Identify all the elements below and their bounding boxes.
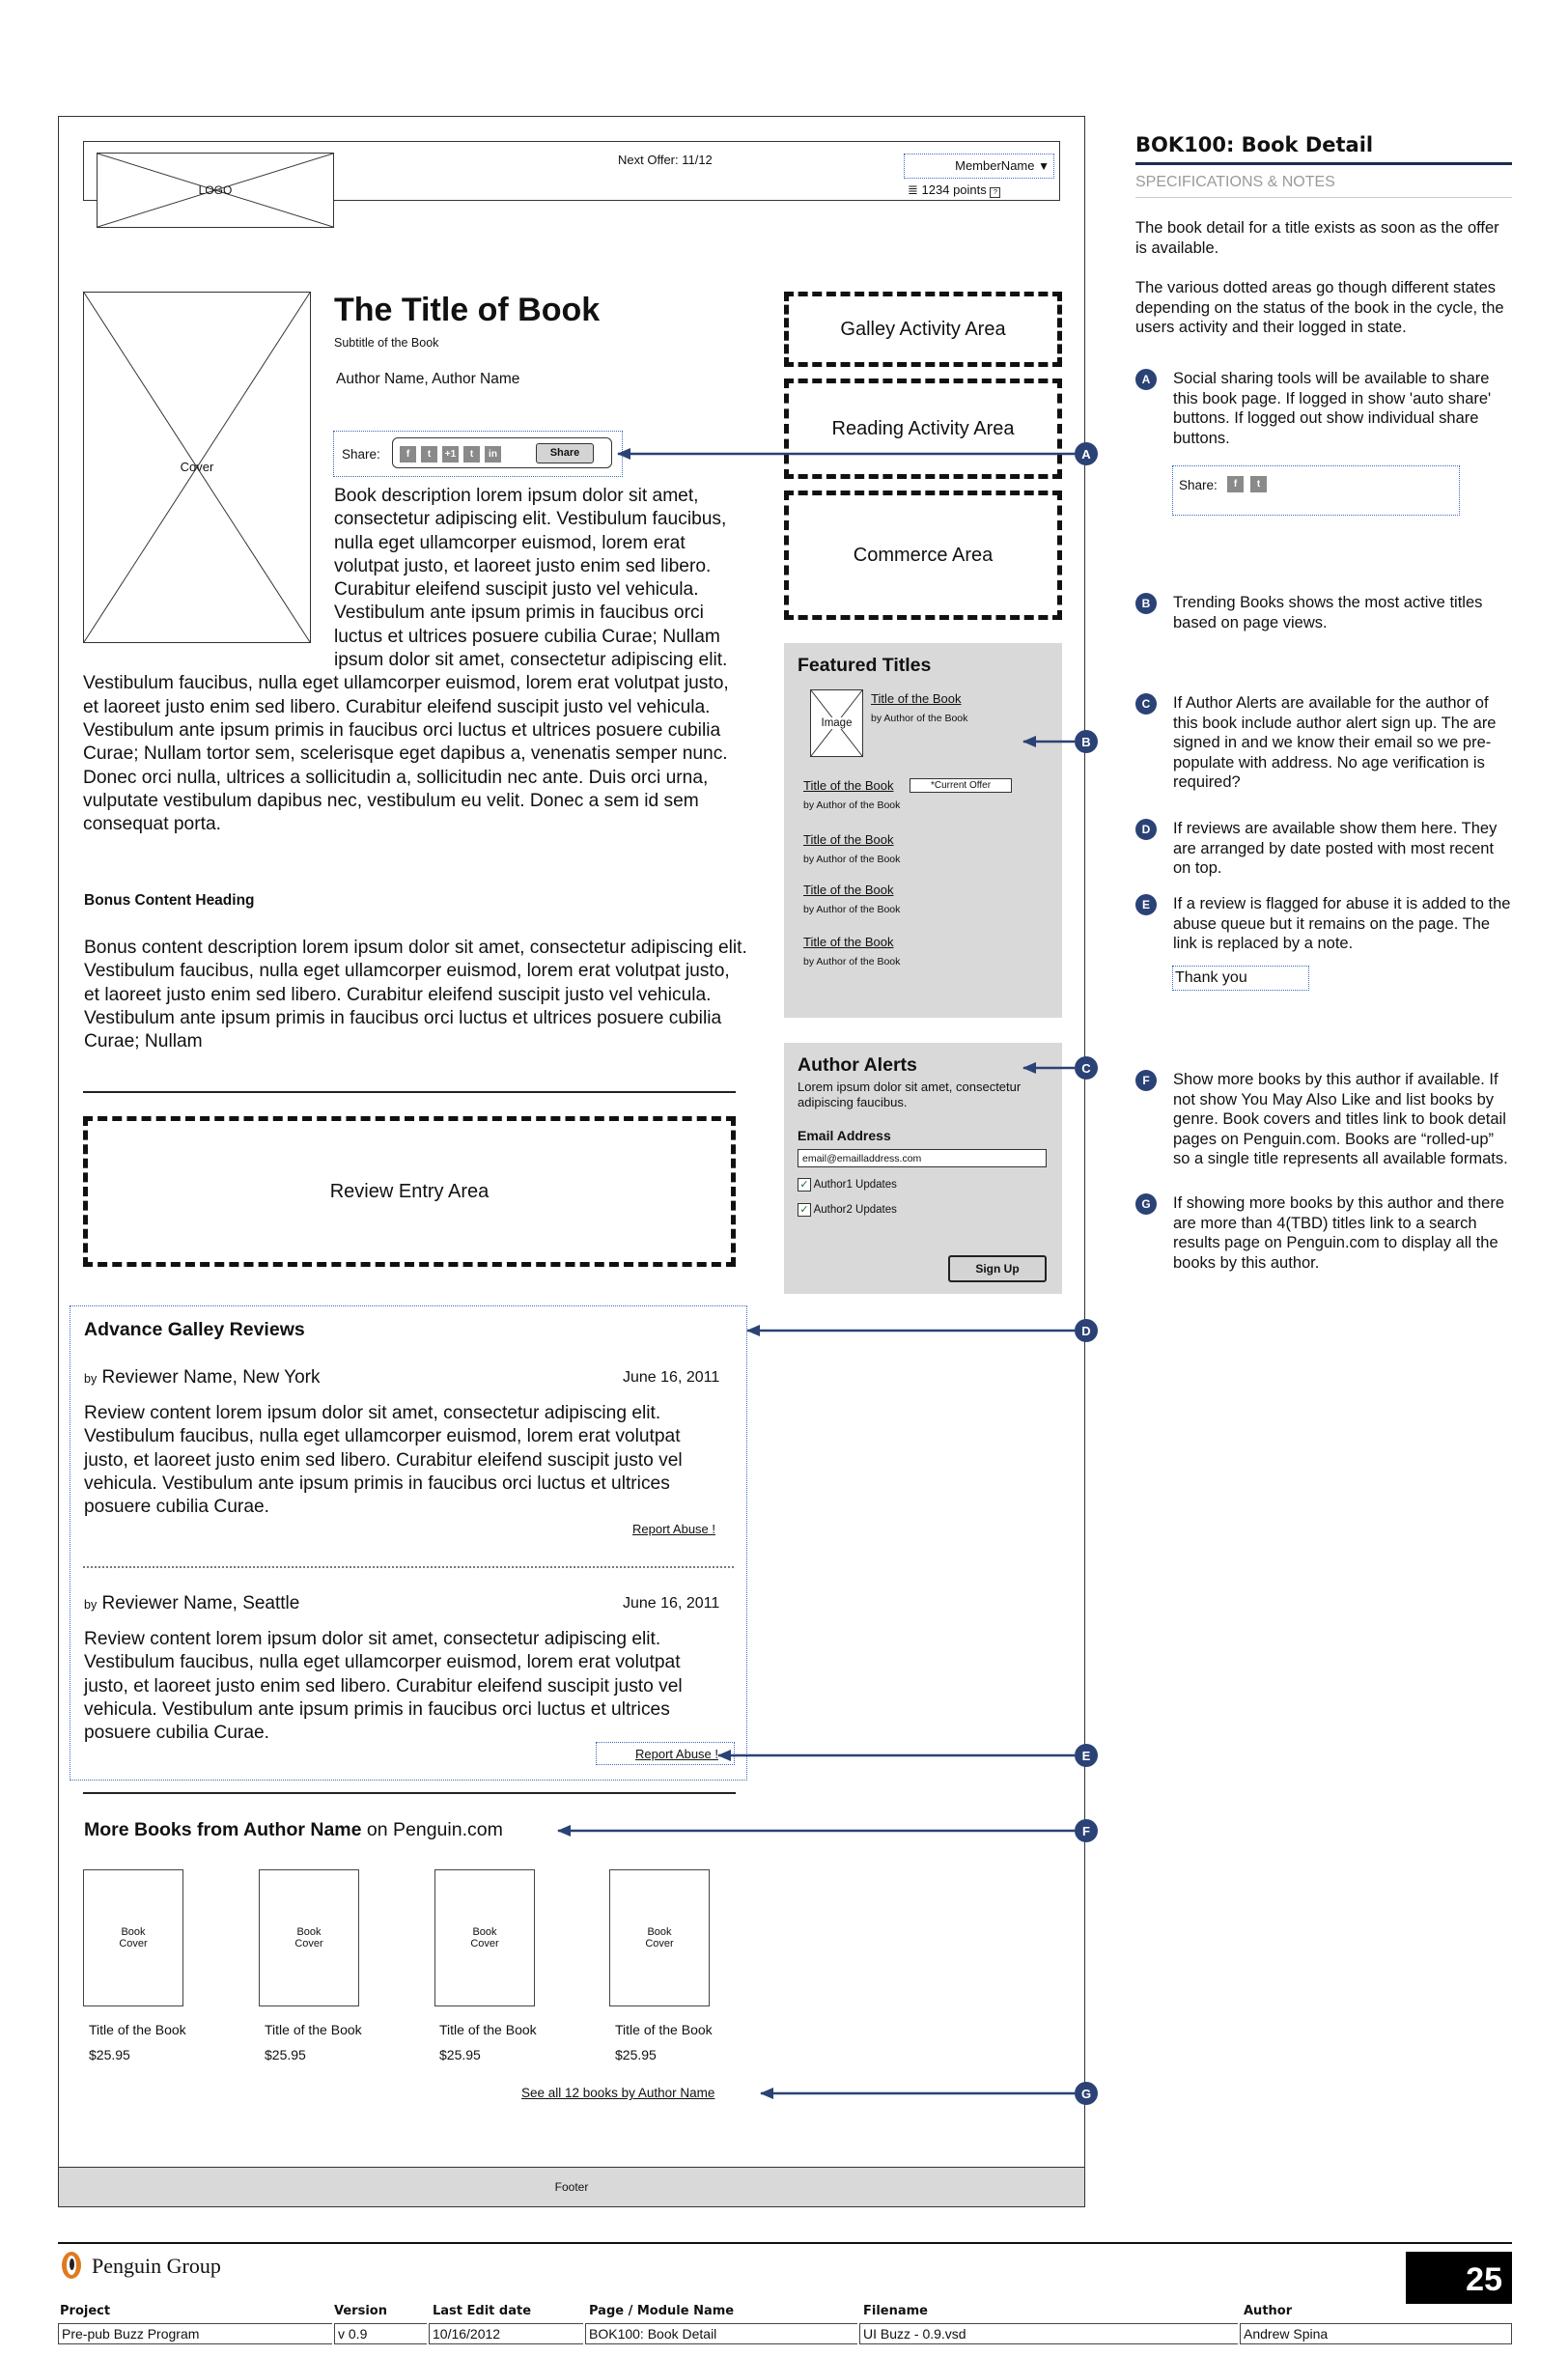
facebook-icon: f: [1227, 476, 1244, 492]
info-icon[interactable]: ?: [990, 187, 1000, 198]
logo[interactable]: [97, 153, 334, 228]
note-marker-c: C: [1135, 693, 1157, 715]
alerts-description: Lorem ipsum dolor sit amet, consectetur adipiscing faucibus.: [798, 1080, 1022, 1109]
checkbox-checked-icon: ✓: [798, 1203, 811, 1217]
member-menu[interactable]: [904, 154, 1054, 179]
marker-e: E: [1075, 1744, 1098, 1767]
featured-author-5: by Author of the Book: [803, 956, 901, 968]
penguin-logo: [62, 2252, 81, 2279]
doc-footer-rule: [58, 2242, 1512, 2244]
meta-version: Version v 0.9: [334, 2304, 427, 2342]
logo-label: LOGO: [198, 183, 233, 197]
note-g: If showing more books by this author and there are more than 4(TBD) titles link to a search results page on Penguin.com to display all the books by this author.: [1173, 1194, 1505, 1272]
more-book-price-1: $25.95: [89, 2047, 130, 2062]
featured-author-2: by Author of the Book: [803, 799, 901, 811]
current-offer-badge: *Current Offer: [910, 778, 1012, 793]
review-byline-2: [84, 1593, 299, 1614]
cover-label: Book Cover: [294, 1926, 323, 1949]
tumblr-icon[interactable]: t: [463, 446, 480, 463]
checkbox-checked-icon: ✓: [798, 1178, 811, 1192]
spec-title: BOK100: Book Detail: [1135, 133, 1374, 156]
review-date: June 16, 2011: [623, 1595, 720, 1612]
meta-last-edit: Last Edit date 10/16/2012: [429, 2304, 583, 2342]
review-content: Review content lorem ipsum dolor sit amet, consectetur adipiscing elit. Vestibulum faucibus, nulla eget ullamcorper euismod, lorem erat volutpat justo, et laoreet justo enim sed libero. Curabitur eleifend suscipit justo vel vehicula. Vestibulum ante ipsum primis in faucibus orci luctus et ultrices posuere cubilia Curae.: [84, 1629, 683, 1744]
twitter-icon: t: [1250, 476, 1267, 492]
spec-intro-2: The various dotted areas go though different states depending on the status of the book in the cycle, the users activity and their logged in state.: [1135, 279, 1504, 336]
more-books-bold: More Books from Author Name: [84, 1819, 362, 1840]
book-title: The Title of Book: [334, 292, 601, 328]
more-book-price-4: $25.95: [615, 2047, 657, 2062]
note-marker-g: G: [1135, 1193, 1157, 1215]
author2-label: Author2 Updates: [813, 1204, 897, 1216]
marker-g: G: [1075, 2082, 1098, 2105]
featured-title-5[interactable]: Title of the Book: [803, 935, 894, 949]
more-book-price-3: $25.95: [439, 2047, 481, 2062]
coins-icon: ≣: [908, 182, 918, 197]
review-date: June 16, 2011: [623, 1369, 720, 1386]
member-name: MemberName: [955, 158, 1035, 173]
more-book-title-1[interactable]: Title of the Book: [89, 2022, 186, 2037]
brand-name: Penguin Group: [92, 2254, 221, 2278]
book-description-wrap: [83, 485, 749, 836]
featured-title-3[interactable]: Title of the Book: [803, 832, 894, 847]
meta-table: [58, 2304, 1512, 2342]
marker-b: B: [1075, 730, 1098, 753]
marker-d: D: [1075, 1319, 1098, 1342]
note-marker-d: D: [1135, 819, 1157, 840]
share-bar: [333, 431, 623, 477]
google-plus-icon[interactable]: +1: [442, 446, 459, 463]
marker-c: C: [1075, 1056, 1098, 1080]
more-book-title-4[interactable]: Title of the Book: [615, 2022, 713, 2037]
more-books-rest: on Penguin.com: [361, 1819, 503, 1840]
reviewer-name[interactable]: Reviewer Name, New York: [101, 1367, 321, 1388]
book-authors[interactable]: Author Name, Author Name: [336, 371, 520, 387]
email-field[interactable]: email@emailladdress.com: [798, 1149, 1047, 1167]
share-button[interactable]: Share: [536, 443, 594, 463]
review-byline-1: [84, 1367, 320, 1388]
divider: [83, 1091, 736, 1093]
review-separator: [83, 1566, 734, 1568]
report-abuse-flagged[interactable]: [596, 1742, 735, 1765]
points-value: 1234 points: [921, 182, 987, 197]
spec-title-rule: [1135, 162, 1512, 165]
share-tools: [392, 437, 612, 468]
bonus-description: Bonus content description lorem ipsum dolor sit amet, consectetur adipiscing elit. Vestibulum faucibus, nulla eget ullamcorper euismod, lorem erat volutpat justo, et laoreet justo enim sed libero. Curabitur eleifend suscipit justo vel vehicula. Vestibulum ante ipsum primis in faucibus orci luctus et ultrices posuere cubilia Curae; Nullam: [84, 938, 747, 1052]
reviewer-name[interactable]: Reviewer Name, Seattle: [101, 1593, 300, 1613]
note-marker-f: F: [1135, 1070, 1157, 1091]
divider: [83, 1792, 736, 1794]
share-example-label: Share:: [1179, 478, 1218, 492]
footer-label: Footer: [554, 2180, 589, 2194]
note-e: If a review is flagged for abuse it is added to the abuse queue but it remains on the page. The link is replaced by a note.: [1173, 895, 1511, 952]
featured-title-2[interactable]: Title of the Book: [803, 778, 894, 793]
note-f: Show more books by this author if available. If not show You May Also Like and list books by genre. Book covers and titles link to book detail pages on Penguin.com. Books are “rolled-up” so a single title represents all available formats.: [1173, 1071, 1508, 1167]
more-book-title-2[interactable]: Title of the Book: [265, 2022, 362, 2037]
email-label: Email Address: [798, 1128, 891, 1143]
report-abuse-link[interactable]: Report Abuse !: [635, 1747, 718, 1761]
more-book-cover-1[interactable]: [83, 1869, 183, 2006]
see-all-link[interactable]: See all 12 books by Author Name: [521, 2086, 715, 2100]
review-content: Review content lorem ipsum dolor sit amet, consectetur adipiscing elit. Vestibulum faucibus, nulla eget ullamcorper euismod, lorem erat volutpat justo, et laoreet justo enim sed libero. Curabitur eleifend suscipit justo vel vehicula. Vestibulum ante ipsum primis in faucibus orci luctus et ultrices posuere cubilia Curae.: [84, 1403, 683, 1518]
note-b: Trending Books shows the most active titles based on page views.: [1173, 594, 1483, 631]
featured-heading: Featured Titles: [798, 655, 932, 676]
commerce-area: Commerce Area: [784, 491, 1062, 620]
featured-author-4: by Author of the Book: [803, 904, 901, 915]
note-c: If Author Alerts are available for the author of this book include author alert sign up. The are signed in and we know their email so we pre-populate with address. No age verification is required?: [1173, 694, 1497, 791]
cover-label: Book Cover: [119, 1926, 148, 1949]
featured-image[interactable]: [810, 689, 863, 757]
note-a: Social sharing tools will be available to share this book page. If logged in show 'auto share' buttons. If logged out show individual share buttons.: [1173, 370, 1492, 447]
author2-checkbox[interactable]: [798, 1203, 897, 1217]
reviews-heading: Advance Galley Reviews: [84, 1319, 305, 1340]
facebook-icon[interactable]: f: [400, 446, 416, 463]
more-book-cover-2[interactable]: [259, 1869, 359, 2006]
cover-label: Book Cover: [645, 1926, 674, 1949]
book-description: Book description lorem ipsum dolor sit amet, consectetur adipiscing elit. Vestibulum faucibus, nulla eget ullamcorper euismod, lorem erat volutpat justo, et laoreet justo enim sed libero. Curabitur eleifend suscipit justo vel vehicula. Vestibulum ante ipsum primis in faucibus orci luctus et ultrices posuere cubilia Curae; Nullam ipsum dolor sit amet, consectetur adipiscing elit. Vestibulum faucibus, nulla eget ullamcorper euismod, lorem erat volutpat justo, et laoreet justo enim sed libero. Curabitur eleifend suscipit justo vel vehicula. Vestibulum ante ipsum primis in faucibus orci luctus et ultrices posuere cubilia Curae; Nullam tortor sem, scelerisque eget dapibus a, venenatis semper nunc. Donec orci nulla, ultrices a sollicitudin a, sollicitudin nec ante. Duis orci urna, vulputate vestibulum dapibus nec, vestibulum eu velit. Donec a sem id sem consequat porta.: [83, 486, 729, 835]
featured-titles: [784, 643, 1062, 1018]
featured-title-1[interactable]: Title of the Book: [871, 691, 962, 706]
page-number: 25: [1406, 2252, 1512, 2304]
book-subtitle: Subtitle of the Book: [334, 336, 439, 350]
signup-button[interactable]: Sign Up: [948, 1255, 1047, 1282]
cover-label: Cover: [180, 460, 214, 474]
more-book-cover-3[interactable]: [434, 1869, 535, 2006]
author-alerts: [784, 1043, 1062, 1294]
more-book-cover-4[interactable]: [609, 1869, 710, 2006]
by-label: by: [84, 1598, 98, 1612]
note-d: If reviews are available show them here. They are arranged by date posted with most recent on top.: [1173, 820, 1498, 877]
meta-author: Author Andrew Spina: [1240, 2304, 1512, 2342]
spec-subtitle: SPECIFICATIONS & NOTES: [1135, 174, 1335, 190]
thank-you-note: Thank you: [1172, 966, 1309, 991]
linkedin-icon[interactable]: in: [485, 446, 501, 463]
featured-author-1: by Author of the Book: [871, 713, 968, 724]
note-marker-e: E: [1135, 894, 1157, 915]
points[interactable]: [908, 182, 1000, 198]
report-abuse-link[interactable]: Report Abuse !: [632, 1522, 715, 1536]
more-book-title-3[interactable]: Title of the Book: [439, 2022, 537, 2037]
share-label: Share:: [342, 447, 380, 462]
share-example: [1172, 465, 1460, 516]
meta-filename: Filename UI Buzz - 0.9.vsd: [859, 2304, 1238, 2342]
marker-a: A: [1075, 442, 1098, 465]
reading-activity-area: Reading Activity Area: [784, 379, 1062, 479]
meta-page-module: Page / Module Name BOK100: Book Detail: [585, 2304, 857, 2342]
image-label: Image: [811, 717, 862, 729]
alerts-heading: Author Alerts: [798, 1054, 917, 1076]
featured-author-3: by Author of the Book: [803, 854, 901, 865]
author1-label: Author1 Updates: [813, 1179, 897, 1191]
featured-title-4[interactable]: Title of the Book: [803, 883, 894, 897]
marker-f: F: [1075, 1819, 1098, 1842]
site-footer: [59, 2167, 1084, 2206]
twitter-icon[interactable]: t: [421, 446, 437, 463]
next-offer: Next Offer: 11/12: [618, 153, 713, 167]
review-entry-area: Review Entry Area: [83, 1116, 736, 1267]
chevron-down-icon: ▼: [1038, 159, 1050, 173]
note-marker-b: B: [1135, 593, 1157, 614]
author1-checkbox[interactable]: [798, 1178, 897, 1192]
note-marker-a: A: [1135, 369, 1157, 390]
meta-project: Project Pre-pub Buzz Program: [58, 2304, 332, 2342]
more-book-price-2: $25.95: [265, 2047, 306, 2062]
spec-intro-1: The book detail for a title exists as soon as the offer is available.: [1135, 219, 1499, 257]
more-books-heading: [84, 1819, 503, 1841]
bonus-heading: Bonus Content Heading: [84, 892, 255, 909]
cover-label: Book Cover: [470, 1926, 499, 1949]
by-label: by: [84, 1372, 98, 1386]
galley-activity-area: Galley Activity Area: [784, 292, 1062, 367]
spec-subtitle-rule: [1135, 197, 1512, 198]
